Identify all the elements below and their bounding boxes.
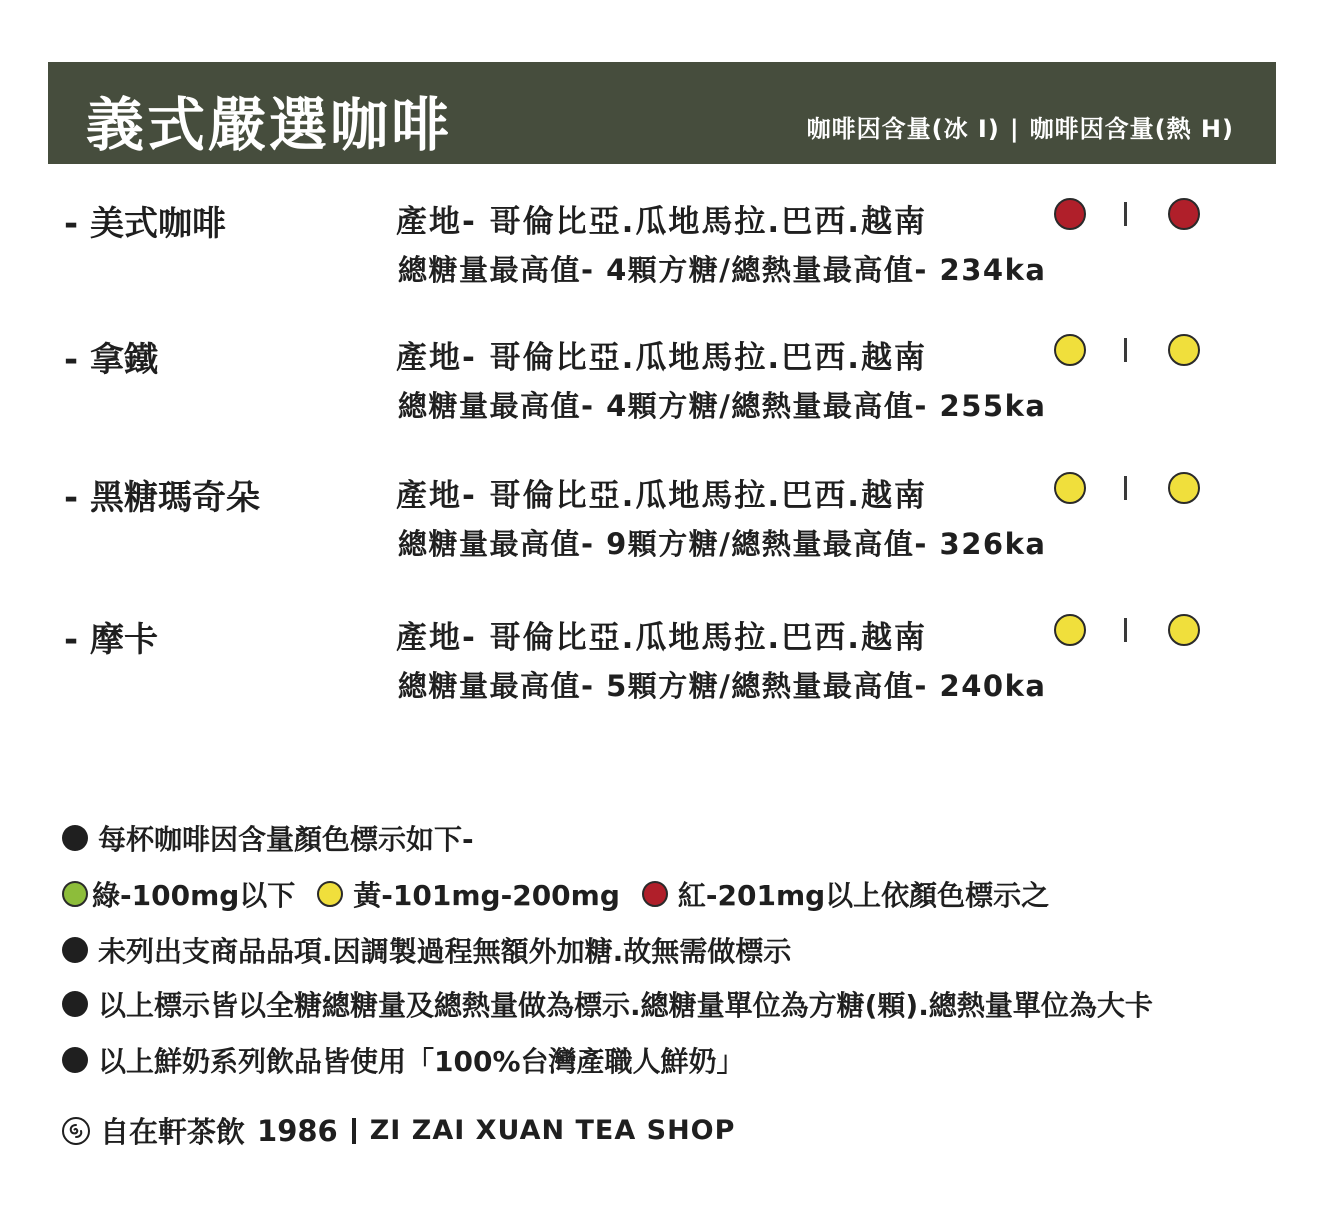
caffeine-hot-header: 咖啡因含量(熱 H) [1029,115,1234,143]
dot-separator [1124,618,1127,642]
ice-caffeine-dot [1054,614,1086,646]
brand-year: 1986 [257,1113,338,1148]
hot-caffeine-dot [1168,614,1200,646]
item-sugar-calories: 總糖量最高值- 4顆方糖/總熱量最高值- 234ka [398,253,1047,287]
green-dot-icon [62,881,88,907]
note-basis-text: 以上標示皆以全糖總糖量及總熱量做為標示.總糖量單位為方糖(顆).總熱量單位為大卡 [98,989,1153,1022]
menu-header [48,62,1276,164]
item-origin: 產地- 哥倫比亞.瓜地馬拉.巴西.越南 [396,478,927,514]
item-sugar-calories: 總糖量最高值- 5顆方糖/總熱量最高值- 240ka [398,669,1047,703]
note-milk [62,1040,745,1080]
bullet-icon [62,991,88,1017]
dot-separator [1124,338,1127,362]
legend-red [642,874,1049,914]
item-origin: 產地- 哥倫比亞.瓜地馬拉.巴西.越南 [396,204,927,240]
legend-yellow [317,874,620,914]
yellow-dot-icon [317,881,343,907]
brand-name: 自在軒茶飲 [100,1115,246,1149]
menu-title: 義式嚴選咖啡 [86,91,453,159]
note-milk-text: 以上鮮奶系列飲品皆使用「100%台灣產職人鮮奶」 [98,1045,745,1078]
item-name: - 拿鐵 [64,340,158,380]
note-unlisted-text: 未列出支商品品項.因調製過程無額外加糖.故無需做標示 [98,935,792,968]
legend-green [62,874,295,914]
note-intro [62,818,474,858]
item-sugar-calories: 總糖量最高值- 9顆方糖/總熱量最高值- 326ka [398,527,1047,561]
hot-caffeine-dot [1168,472,1200,504]
item-name: - 黑糖瑪奇朵 [64,478,260,518]
legend-red-label: 紅-201mg以上依顏色標示之 [677,879,1050,912]
dot-separator [1124,202,1127,226]
brand-swirl-icon [67,1122,85,1140]
legend-yellow-label: 黃-101mg-200mg [353,879,620,912]
dot-separator [1124,476,1127,500]
caffeine-column-headers [807,109,1234,144]
footer-brand [62,1110,735,1151]
red-dot-icon [642,881,668,907]
item-name: - 美式咖啡 [64,204,226,244]
brand-logo-icon [62,1117,90,1145]
brand-english-name: ZI ZAI XUAN TEA SHOP [369,1115,736,1146]
bullet-icon [62,825,88,851]
hot-caffeine-dot [1168,198,1200,230]
caffeine-legend [62,874,1071,914]
caffeine-ice-header: 咖啡因含量(冰 I) [806,115,1000,143]
item-name: - 摩卡 [64,620,158,660]
menu-item-brown-sugar-macchiato [0,470,1324,580]
menu-item-latte [0,332,1324,442]
menu-item-americano [0,196,1324,306]
item-origin: 產地- 哥倫比亞.瓜地馬拉.巴西.越南 [396,620,927,656]
ice-caffeine-dot [1054,334,1086,366]
bullet-icon [62,937,88,963]
hot-caffeine-dot [1168,334,1200,366]
note-intro-text: 每杯咖啡因含量顏色標示如下- [98,823,474,856]
note-basis [62,984,1153,1024]
item-sugar-calories: 總糖量最高值- 4顆方糖/總熱量最高值- 255ka [398,389,1047,423]
footer-divider [352,1118,356,1144]
legend-green-label: 綠-100mg以下 [92,879,296,912]
note-unlisted [62,930,791,970]
menu-item-mocha [0,612,1324,722]
ice-caffeine-dot [1054,472,1086,504]
header-separator: | [1009,115,1020,143]
item-origin: 產地- 哥倫比亞.瓜地馬拉.巴西.越南 [396,340,927,376]
bullet-icon [62,1047,88,1073]
ice-caffeine-dot [1054,198,1086,230]
